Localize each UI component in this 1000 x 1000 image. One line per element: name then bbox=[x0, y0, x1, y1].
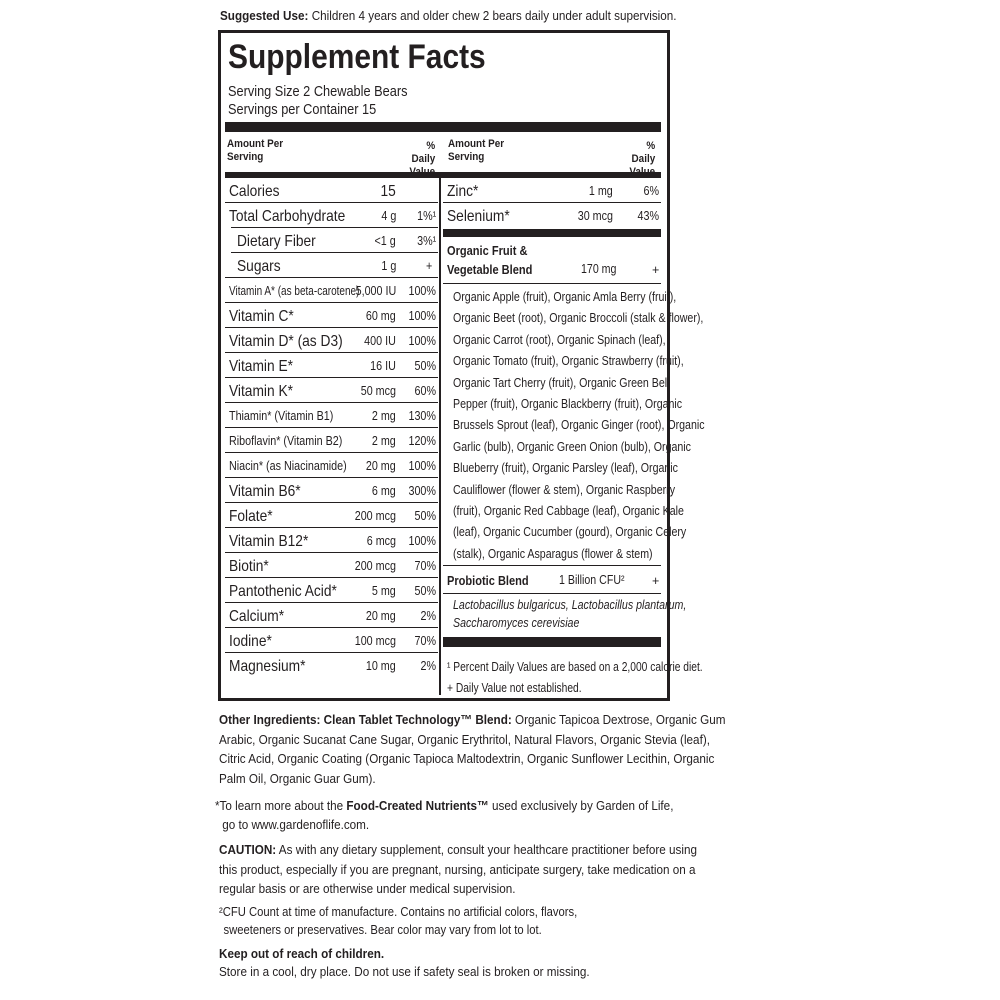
right-header-amount: Amount Per Serving bbox=[448, 138, 505, 163]
nutrient-row: Vitamin E* 16 IU 50% bbox=[225, 353, 438, 378]
nutrient-row: Zinc* 1 mg 6% bbox=[443, 178, 661, 203]
thick-rule bbox=[225, 122, 661, 132]
servings-per-container: Servings per Container 15 bbox=[228, 102, 377, 118]
nutrient-row: Iodine* 100 mcg 70% bbox=[225, 628, 438, 653]
learn-more: *To learn more about the Food-Created Nutrients™ used exclusively by Garden of Life, go to www.gardenoflife.com. bbox=[215, 798, 674, 832]
suggested-use-label: Suggested Use: bbox=[220, 8, 309, 23]
nutrient-row: Folate* 200 mcg 50% bbox=[225, 503, 438, 528]
suggested-use bbox=[220, 6, 677, 25]
nutrient-row: Calcium* 20 mg 2% bbox=[225, 603, 438, 628]
nutrient-row: Magnesium* 10 mg 2% bbox=[229, 658, 436, 675]
nutrient-row: Vitamin C* 60 mg 100% bbox=[225, 303, 438, 328]
nutrient-row: Vitamin D* (as D3) 400 IU 100% bbox=[225, 328, 438, 353]
nutrient-row: Total Carbohydrate 4 g 1%¹ bbox=[225, 203, 438, 228]
fruit-blend-amount: 170 mg bbox=[581, 262, 617, 276]
nutrient-row: Vitamin K* 50 mcg 60% bbox=[225, 378, 438, 403]
nutrient-row: Thiamin* (Vitamin B1) 2 mg 130% bbox=[225, 403, 438, 428]
keep-out-warning: Keep out of reach of children. bbox=[219, 946, 385, 961]
storage-instructions: Store in a cool, dry place. Do not use if safety seal is broken or missing. bbox=[219, 964, 590, 979]
serving-size: Serving Size 2 Chewable Bears bbox=[228, 84, 408, 100]
fruit-blend-name: Organic Fruit & Vegetable Blend bbox=[447, 243, 533, 277]
nutrient-row: Niacin* (as Niacinamide) 20 mg 100% bbox=[225, 453, 438, 478]
nutrient-row: Vitamin B6* 6 mg 300% bbox=[225, 478, 438, 503]
right-header-dv: % Daily bbox=[631, 140, 656, 165]
probiotic-line bbox=[443, 593, 661, 594]
probiotic-blend-name: Probiotic Blend bbox=[447, 573, 529, 588]
nutrient-row: Calories 15 bbox=[225, 178, 438, 203]
fruit-blend-ingredients: Organic Apple (fruit), Organic Amla Berry (fruit), Organic Beet (root), Organic Broccoli (stalk & flower), Organic Carrot (root), Organic Spinach (leaf), Organic Tomato (fruit), Organic Strawberry (fruit), Organic Tart Cherry (fruit), Organic Green Bell Pepper (fruit), Organic Blackberry (fruit), Organic Brussels Sprout (leaf), Organic Ginger (root), Organic Garlic (bulb), Organic Green Onion (bulb), Organic Blueberry (fruit), Organic Parsley (leaf), Organic Cauliflower (flower & stem), Organic Raspberry (fruit), Organic Red Cabbage (leaf), Organic Kale (leaf), Organic Cucumber (gourd), Organic Celery (stalk), Organic Asparagus (flower & stem) bbox=[453, 290, 705, 561]
probiotic-blend-amount: 1 Billion CFU² bbox=[559, 573, 625, 587]
blend-rule bbox=[443, 229, 661, 237]
nutrient-row: Vitamin A* (as beta-carotene) 5,000 IU 100% bbox=[225, 278, 438, 303]
probiotic-blend-dv: + bbox=[652, 574, 660, 588]
fruit-blend-dv: + bbox=[652, 263, 660, 277]
nutrient-row: Riboflavin* (Vitamin B2) 2 mg 120% bbox=[225, 428, 438, 453]
nutrient-row: Sugars 1 g + bbox=[225, 253, 438, 278]
probiotic-ingredients: Lactobacillus bulgaricus, Lactobacillus plantarum, Saccharomyces cerevisiae bbox=[453, 598, 687, 630]
website-link: go to www.gardenoflife.com. bbox=[222, 817, 370, 832]
nutrient-row: Pantothenic Acid* 5 mg 50% bbox=[225, 578, 438, 603]
caution: CAUTION: As with any dietary supplement, consult your healthcare practitioner before using this product, especially if you are pregnant, nursing, anticipate surgery, take medication on a regular basis or are otherwise under medical supervision. bbox=[219, 842, 697, 896]
footnotes: ¹ Percent Daily Values are based on a 2,000 calorie diet. + Daily Value not established. bbox=[447, 660, 703, 695]
fruit-blend-line bbox=[443, 283, 661, 284]
nutrient-row: Biotin* 200 mcg 70% bbox=[225, 553, 438, 578]
probiotic-top-line bbox=[443, 565, 661, 566]
suggested-use-text: Children 4 years and older chew 2 bears daily under adult supervision. bbox=[311, 8, 677, 23]
column-divider bbox=[439, 172, 441, 695]
nutrient-row: Vitamin B12* 6 mcg 100% bbox=[225, 528, 438, 553]
left-header-amount: Amount Per Serving bbox=[227, 138, 284, 163]
nutrient-row: Dietary Fiber <1 g 3%¹ bbox=[225, 228, 438, 253]
nutrient-row: Selenium* 30 mcg 43% bbox=[447, 208, 659, 225]
other-ingredients: Other Ingredients: Clean Tablet Technology™ Blend: Organic Tapicoa Dextrose, Organic Gum Arabic, Organic Sucanat Cane Sugar, Organic Erythritol, Natural Flavors, Organic Stevia (leaf), Citric Acid, Organic Coating (Organic Tapioca Maltodextrin, Organic Sunflower Lecithin, Organic Palm Oil, Organic Guar Gum). bbox=[219, 712, 726, 786]
supplement-facts-panel bbox=[218, 30, 705, 701]
facts-title: Supplement Facts bbox=[228, 38, 486, 76]
footnote-rule bbox=[443, 637, 661, 647]
cfu-note: ²CFU Count at time of manufacture. Contains no artificial colors, flavors, sweeteners or preservatives. Bear color may vary from lot to lot. bbox=[219, 905, 578, 937]
left-header-dv: % Daily bbox=[411, 140, 436, 165]
